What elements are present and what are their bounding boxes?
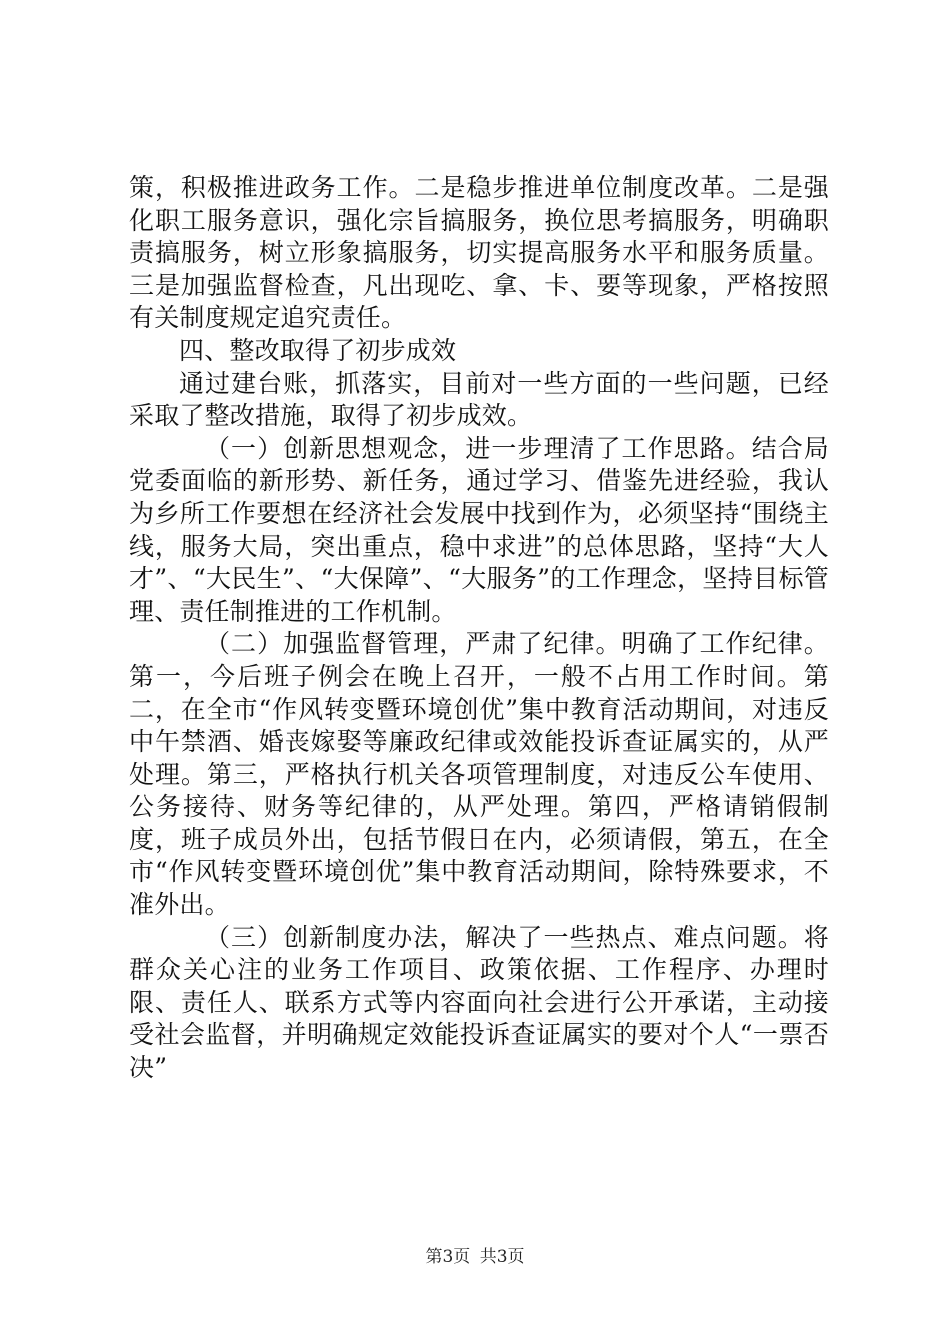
section-heading: 四、整改取得了初步成效 (179, 335, 457, 365)
document-body (129, 172, 829, 1085)
page-footer (0, 1245, 950, 1269)
paragraph-item-2: （二）加强监督管理，严肃了纪律。明确了工作纪律。第一，今后班子例会在晚上召开，一般不占用工作时间。第二，在全市“作风转变暨环境创优”集中教育活动期间，对违反中午禁酒、婚丧嫁娶等廉政纪律或效能投诉查证属实的，从严处理。第三，严格执行机关各项管理制度，对违反公车使用、公务接待、财务等纪律的，从严处理。第四，严格请销假制度，班子成员外出，包括节假日在内，必须请假，第五，在全市“作风转变暨环境创优”集中教育活动期间，除特殊要求，不准外出。 (129, 629, 829, 920)
page-total: 共3页 (479, 1247, 525, 1267)
paragraph-item-1: （一）创新思想观念，进一步理清了工作思路。结合局党委面临的新形势、新任务，通过学习、借鉴先进经验，我认为乡所工作要想在经济社会发展中找到作为，必须坚持“围绕主线，服务大局，突出重点，稳中求进”的总体思路，坚持“大人才”、“大民生”、“大保障”、“大服务”的工作理念，坚持目标管理、责任制推进的工作机制。 (129, 433, 829, 626)
page-number: 第3页 (425, 1247, 471, 1267)
paragraph-intro: 通过建台账，抓落实，目前对一些方面的一些问题，已经采取了整改措施，取得了初步成效。 (129, 368, 829, 431)
paragraph-item-3: （三）创新制度办法，解决了一些热点、难点问题。将群众关心注的业务工作项目、政策依据、工作程序、办理时限、责任人、联系方式等内容面向社会进行公开承诺，主动接受社会监督，并明确规定效能投诉查证属实的要对个人“一票否决” (129, 922, 829, 1083)
paragraph-continuation: 策，积极推进政务工作。二是稳步推进单位制度改革。二是强化职工服务意识，强化宗旨搞服务，换位思考搞服务，明确职责搞服务，树立形象搞服务，切实提高服务水平和服务质量。三是加强监督检查，凡出现吃、拿、卡、要等现象，严格按照有关制度规定追究责任。 (129, 173, 829, 333)
